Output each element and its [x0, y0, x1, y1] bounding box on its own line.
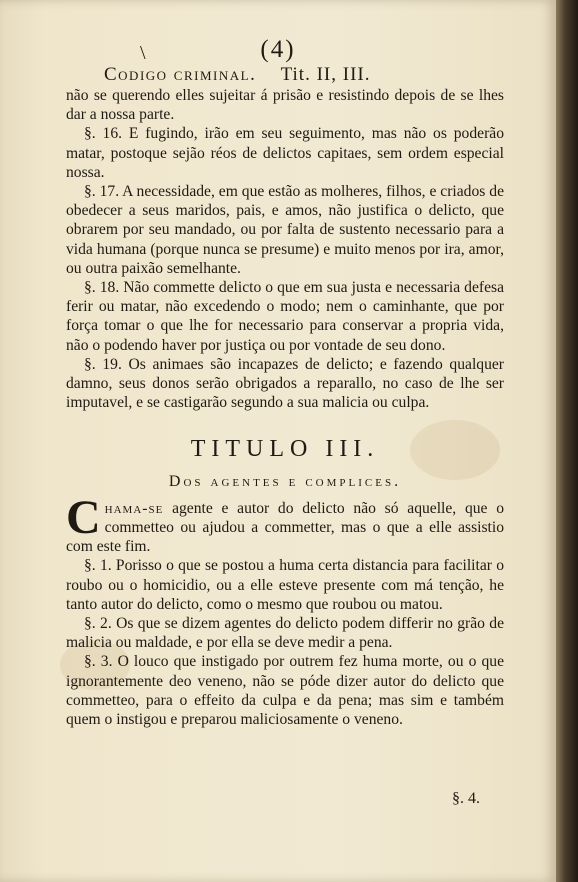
lead-text: agente e autor do delicto não só aquelle, que o commetteo ou ajudou a commetter, mas o que a elle assistio com este fim.: [66, 499, 504, 556]
book-gutter: [556, 0, 578, 882]
paragraph: §. 17. A necessidade, em que estão as molheres, filhos, e criados de obedecer a seus maridos, pais, e amos, não justifica o delicto, que obrarem por seu mandado, ou por falta de sustento necessario para a vida humana (porque nunca se presume) e muito menos por ira, amor, ou outra paixão semelhante.: [66, 183, 504, 277]
paragraph: §. 16. E fugindo, irão em seu seguimento, mas não os poderão matar, postoque sejão réos de delictos capitaes, sem ordem especial nossa.: [66, 125, 504, 181]
lead-caps: hama-se: [104, 499, 164, 517]
page-body: [66, 86, 504, 729]
section-heading: TITULO III.: [190, 436, 380, 463]
running-head: [104, 64, 464, 86]
running-head-section: Tit. II, III.: [280, 64, 371, 85]
paragraph: §. 18. Não commette delicto o que em sua justa e necessaria defesa ferir ou matar, não excedendo o modo; nem o caminhante, que por força tomar o que lhe for necessario para conservar a propria vida, não o podendo haver por justiça ou por vontade de seu dono.: [66, 279, 504, 354]
paragraph: §. 19. Os animaes são incapazes de delicto; e fazendo qualquer damno, seus donos serão obrigados a reparallo, no caso de lhe ser imputavel, e se castigarão segundo a sua malicia ou culpa.: [66, 355, 504, 412]
drop-cap: C: [66, 490, 101, 544]
page-number: (4): [260, 36, 296, 63]
lead-paragraph: [66, 490, 504, 557]
paragraph: não se querendo elles sujeitar á prisão e resistindo depois de se lhes dar a nossa parte.: [66, 87, 504, 124]
section-subtitle: Dos agentes e complices.: [168, 472, 402, 490]
catchword: §. 4.: [452, 790, 480, 807]
margin-mark: \: [140, 42, 146, 64]
paragraph: §. 1. Porisso o que se postou a huma certa distancia para facilitar o roubo ou o homicidio, ou a elle esteve presente com má tenção, he tanto autor do delicto, como o mesmo que roubou ou matou.: [66, 557, 504, 613]
running-head-title: Codigo criminal.: [104, 64, 257, 85]
paragraph: §. 3. O louco que instigado por outrem fez huma morte, ou o que ignorantemente deo veneno, não se póde dizer autor do delicto que commetteo, para o effeito da culpa e da pena; mas sim e também quem o instigou e preparou maliciosamente o veneno.: [66, 653, 504, 729]
paragraph: §. 2. Os que se dizem agentes do delicto podem differir no grão de malicia ou maldade, e por ella se deve medir a pena.: [66, 615, 504, 652]
